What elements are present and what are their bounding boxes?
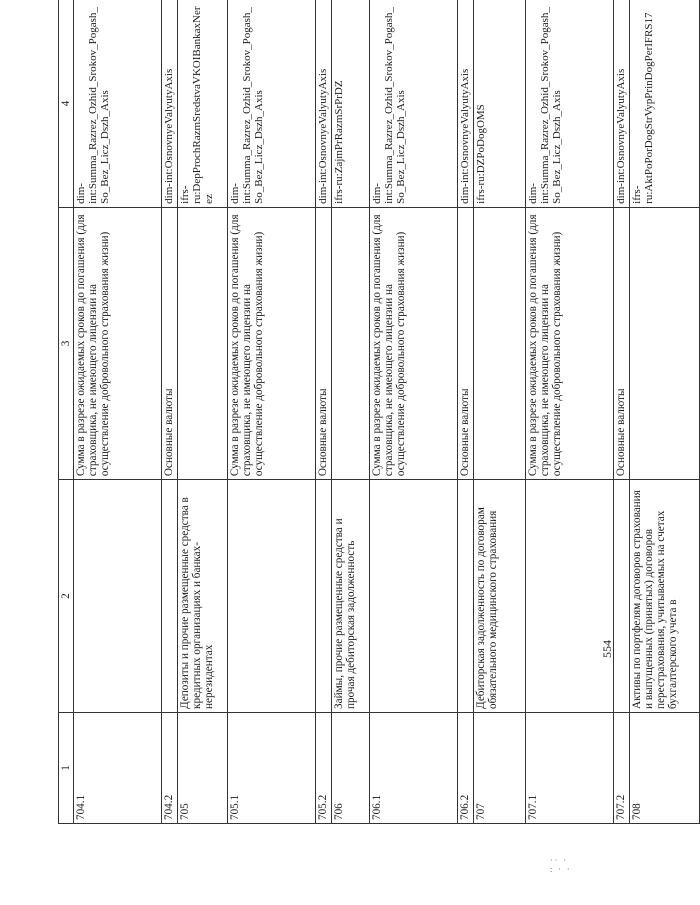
row-name: Займы, прочие размещенные средства и прочая дебиторская задолженность	[332, 480, 370, 713]
data-table	[58, 0, 700, 824]
table-row	[74, 0, 162, 824]
row-code: 705.2	[316, 712, 332, 823]
table-row	[474, 0, 526, 824]
row-code: 707.1	[526, 712, 614, 823]
row-code: 708	[630, 712, 700, 823]
row-tag: dim-int:Summa_Razrez_Ozhid_Srokov_Pogash_So_Bez_Licz_Dszh_Axis	[370, 0, 458, 207]
row-description	[630, 207, 700, 479]
row-name	[614, 480, 630, 713]
table-row	[228, 0, 316, 824]
row-description	[332, 207, 370, 479]
row-name	[458, 480, 474, 713]
row-tag: dim-int:OsnovnyeValyutyAxis	[458, 0, 474, 207]
table-row	[370, 0, 458, 824]
row-tag: dim-int:OsnovnyeValyutyAxis	[614, 0, 630, 207]
row-description: Сумма в разрезе ожидаемых сроков до погашения (для страховщика, не имеющего лицензии на осуществление добровольного страхования жизни)	[526, 207, 614, 479]
row-name: Активы по портфелям договоров страхования и выпущенных (принятых) договоров перестрахования, учитываемых на счетах бухгалтерского учета в	[630, 480, 700, 713]
row-tag: dim-int:OsnovnyeValyutyAxis	[162, 0, 178, 207]
row-code: 707.2	[614, 712, 630, 823]
table-row	[630, 0, 700, 824]
row-code: 704.1	[74, 712, 162, 823]
header-col-3: 3	[59, 207, 74, 479]
row-description: Сумма в разрезе ожидаемых сроков до погашения (для страховщика, не имеющего лицензии на осуществление добровольного страхования жизни)	[228, 207, 316, 479]
header-row	[59, 0, 74, 824]
row-code: 705	[178, 712, 228, 823]
row-code: 705.1	[228, 712, 316, 823]
row-name	[316, 480, 332, 713]
row-name: Дебиторская задолженность по договорам обязательного медицинского страхования	[474, 480, 526, 713]
page-number: 554	[600, 640, 614, 658]
row-name	[74, 480, 162, 713]
row-name	[228, 480, 316, 713]
row-tag: ifrs-ru:ZajmPrRazmSrPrDZ	[332, 0, 370, 207]
header-col-1: 1	[59, 712, 74, 823]
row-description: Основные валюты	[458, 207, 474, 479]
table-body	[59, 0, 700, 824]
table-row	[316, 0, 332, 824]
header-col-2: 2	[59, 480, 74, 713]
row-tag: dim-int:Summa_Razrez_Ozhid_Srokov_Pogash_So_Bez_Licz_Dszh_Axis	[526, 0, 614, 207]
row-description: Основные валюты	[614, 207, 630, 479]
row-name	[526, 480, 614, 713]
row-description: Основные валюты	[162, 207, 178, 479]
row-description	[474, 207, 526, 479]
table-row	[332, 0, 370, 824]
header-col-4: 4	[59, 0, 74, 207]
row-tag: dim-int:OsnovnyeValyutyAxis	[316, 0, 332, 207]
row-tag: dim-int:Summa_Razrez_Ozhid_Srokov_Pogash_So_Bez_Licz_Dszh_Axis	[74, 0, 162, 207]
scan-artifact: ·· · : · ·	[550, 856, 572, 874]
row-name	[370, 480, 458, 713]
row-tag: ifrs-ru:DepProchRazmSredstvaVKOIBankaxNerez	[178, 0, 228, 207]
row-description: Сумма в разрезе ожидаемых сроков до погашения (для страховщика, не имеющего лицензии на осуществление добровольного страхования жизни)	[370, 207, 458, 479]
row-code: 706.2	[458, 712, 474, 823]
table-row	[162, 0, 178, 824]
table-row	[178, 0, 228, 824]
row-code: 704.2	[162, 712, 178, 823]
row-name: Депозиты и прочие размещенные средства в кредитных организациях и банках-нерезидентах	[178, 480, 228, 713]
row-code: 706.1	[370, 712, 458, 823]
row-description	[178, 207, 228, 479]
row-tag: ifrs-ru:DZPoDogOMS	[474, 0, 526, 207]
row-tag: ifrs-ru:AktPoPorDogStrVypPrinDogPerIFRS17	[630, 0, 700, 207]
table-row	[526, 0, 614, 824]
table-row	[614, 0, 630, 824]
row-name	[162, 480, 178, 713]
table-row	[458, 0, 474, 824]
row-description: Сумма в разрезе ожидаемых сроков до погашения (для страховщика, не имеющего лицензии на осуществление добровольного страхования жизни)	[74, 207, 162, 479]
row-description: Основные валюты	[316, 207, 332, 479]
row-code: 707	[474, 712, 526, 823]
row-code: 706	[332, 712, 370, 823]
row-tag: dim-int:Summa_Razrez_Ozhid_Srokov_Pogash_So_Bez_Licz_Dszh_Axis	[228, 0, 316, 207]
